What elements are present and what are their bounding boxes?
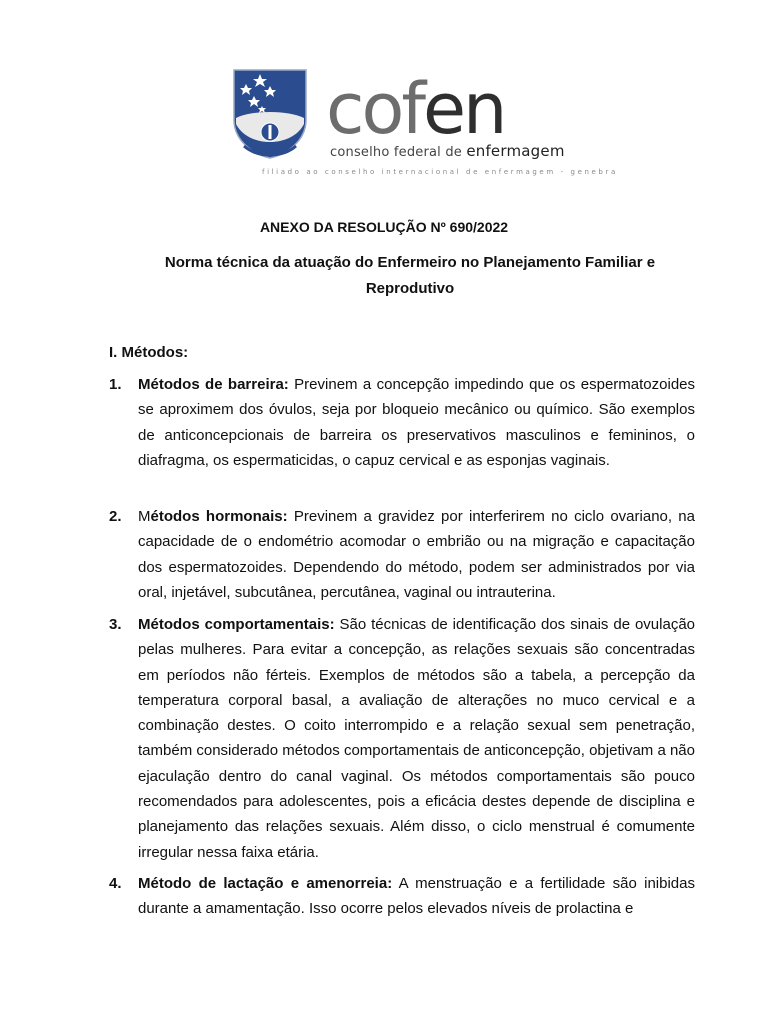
cofen-subtitle <box>330 142 565 160</box>
list-item <box>109 612 695 865</box>
item-body: Previnem a gravidez por interferirem no ciclo ovariano, na capacidade de o endométrio acomodar o embrião ou na migração e capacitação dos espermatozoides. Dependendo do método, podem ser administrados por via oral, injetável, subcutânea, percutânea, vaginal ou intrauterina. <box>138 508 695 601</box>
item-term-prefix: M <box>138 508 151 525</box>
item-term: Métodos de barreira: <box>138 376 289 393</box>
section-heading: I. Métodos: <box>109 344 189 361</box>
item-text <box>138 871 695 922</box>
cofen-tagline: filiado ao conselho internacional de enfermagem - genebra <box>262 168 618 176</box>
cofen-crest-logo <box>232 68 308 160</box>
item-body: São técnicas de identificação dos sinais de ovulação pelas mulheres. Para evitar a concepção, as relações sexuais são concentradas em períodos não férteis. Exemplos de métodos são a tabela, a percepção da temperatura corporal basal, a avaliação de alterações no muco cervical e a combinação destes. O coito interrompido e a relação sexual sem penetração, também considerado métodos comportamentais de anticoncepção, objetivam a não ejaculação dentro do canal vaginal. Os métodos comportamentais são pouco recomendados para adolescentes, pois a eficácia destes depende de disciplina e planejamento das relações sexuais. Além disso, o ciclo menstrual é comumente irregular nessa faixa etária. <box>138 616 695 861</box>
item-term: Método de lactação e amenorreia: <box>138 875 393 892</box>
item-text <box>138 372 695 473</box>
list-item <box>109 871 695 922</box>
cofen-header <box>0 60 768 185</box>
item-text <box>138 504 695 605</box>
subtitle-normal: conselho federal de <box>330 145 467 160</box>
item-number: 3. <box>109 616 122 633</box>
item-body: A menstruação e a fertilidade são inibidas durante a amamentação. Isso ocorre pelos elevados níveis de prolactina e <box>138 875 695 918</box>
item-body: Previnem a concepção impedindo que os espermatozoides se aproximem dos óvulos, seja por bloqueio mecânico ou químico. São exemplos de anticoncepcionais de barreira os preservativos masculinos e femininos, o diafragma, os espermaticidas, o capuz cervical e as esponjas vaginais. <box>138 376 696 469</box>
wordmark-part-1: cof <box>326 68 423 150</box>
cofen-wordmark <box>326 68 505 150</box>
subtitle-emph: enfermagem <box>466 142 565 160</box>
item-number: 2. <box>109 508 122 525</box>
item-text <box>138 612 695 865</box>
item-term: étodos hormonais: <box>150 508 288 525</box>
wordmark-part-2: en <box>422 68 505 150</box>
item-term: Métodos comportamentais: <box>138 616 335 633</box>
norm-title: Norma técnica da atuação do Enfermeiro no Planejamento Familiar e Reprodutivo <box>164 254 656 297</box>
annex-title: ANEXO DA RESOLUÇÃO Nº 690/2022 <box>259 219 509 235</box>
list-item <box>109 372 695 473</box>
list-item <box>109 504 695 605</box>
item-number: 4. <box>109 875 122 892</box>
item-number: 1. <box>109 376 122 393</box>
